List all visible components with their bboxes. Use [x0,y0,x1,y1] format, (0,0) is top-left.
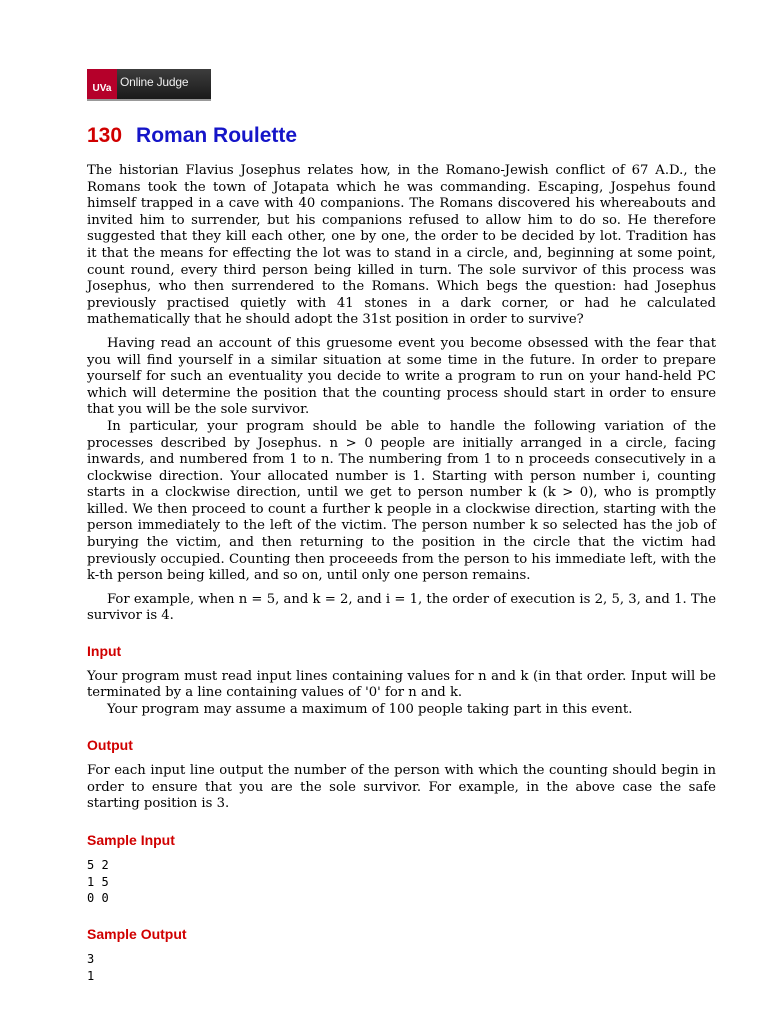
input-paragraph-1: Your program must read input lines containing values for n and k (in that order. Input will be terminated by a line containing values of '0' for n and k. [87,668,716,701]
sample-output-line: 1 [87,968,95,983]
input-heading: Input [87,643,122,660]
sample-output-heading: Sample Output [87,925,187,942]
problem-title [87,124,297,148]
sample-output-block [87,951,716,984]
sample-input-line: 1 5 [87,874,109,889]
problem-name: Roman Roulette [136,124,298,147]
problem-statement [87,163,716,984]
problem-number: 130 [87,124,123,147]
uva-online-judge-logo [87,69,211,99]
logo-text: Online Judge [120,75,189,89]
sample-input-heading: Sample Input [87,831,175,848]
sample-input-line: 0 0 [87,891,109,906]
sample-output-line: 3 [87,952,95,967]
statement-paragraph-3: In particular, your program should be able to handle the following variation of the processes described by Josephus. n > 0 people are initially arranged in a circle, facing inwards, and numbered from 1 to n. The numbering from 1 to n proceeds consecutively in a clockwise direction. Your allocated number is 1. Starting with person number i, counting starts in a clockwise direction, until we get to person number k (k > 0), who is promptly killed. We then proceed to count a further k people in a clockwise direction, starting with the person immediately to the left of the victim. The person number k so selected has the job of burying the victim, and then returning to the position in the circle that the victim had previously occupied. Counting then proceeeds from the person to his immediate left, with the k-th person being killed, and so on, until only one person remains. [87,418,716,584]
uva-badge: UVa [87,69,117,99]
sample-input-line: 5 2 [87,858,109,873]
input-paragraph-2: Your program may assume a maximum of 100 people taking part in this event. [107,701,633,717]
output-heading: Output [87,737,133,754]
statement-paragraph-2: Having read an account of this gruesome event you become obsessed with the fear that you will find yourself in a similar situation at some time in the future. In order to prepare yourself for such an eventuality you decide to write a program to run on your hand-held PC which will determine the position that the counting process should start in order to ensure that you will be the sole survivor. [87,335,716,418]
sample-input-block [87,857,716,907]
statement-paragraph-4: For example, when n = 5, and k = 2, and i = 1, the order of execution is 2, 5, 3, and 1. The survivor is 4. [87,591,716,624]
statement-paragraph-1: The historian Flavius Josephus relates how, in the Romano-Jewish conflict of 67 A.D., the Romans took the town of Jotapata which he was commanding. Escaping, Jospehus found himself trapped in a cave with 40 companions. The Romans discovered his whereabouts and invited him to surrender, but his companions refused to allow him to do so. He therefore suggested that they kill each other, one by one, the order to be decided by lot. Tradition has it that the means for effecting the lot was to stand in a circle, and, beginning at some point, count round, every third person being killed in turn. The sole survivor of this process was Josephus, who then surrendered to the Romans. Which begs the question: had Josephus previously practised quietly with 41 stones in a dark corner, or had he calculated mathematically that he should adopt the 31st position in order to survive? [87,163,716,328]
output-paragraph: For each input line output the number of the person with which the counting should begin in order to ensure that you are the sole survivor. For example, in the above case the safe starting position is 3. [87,763,716,812]
